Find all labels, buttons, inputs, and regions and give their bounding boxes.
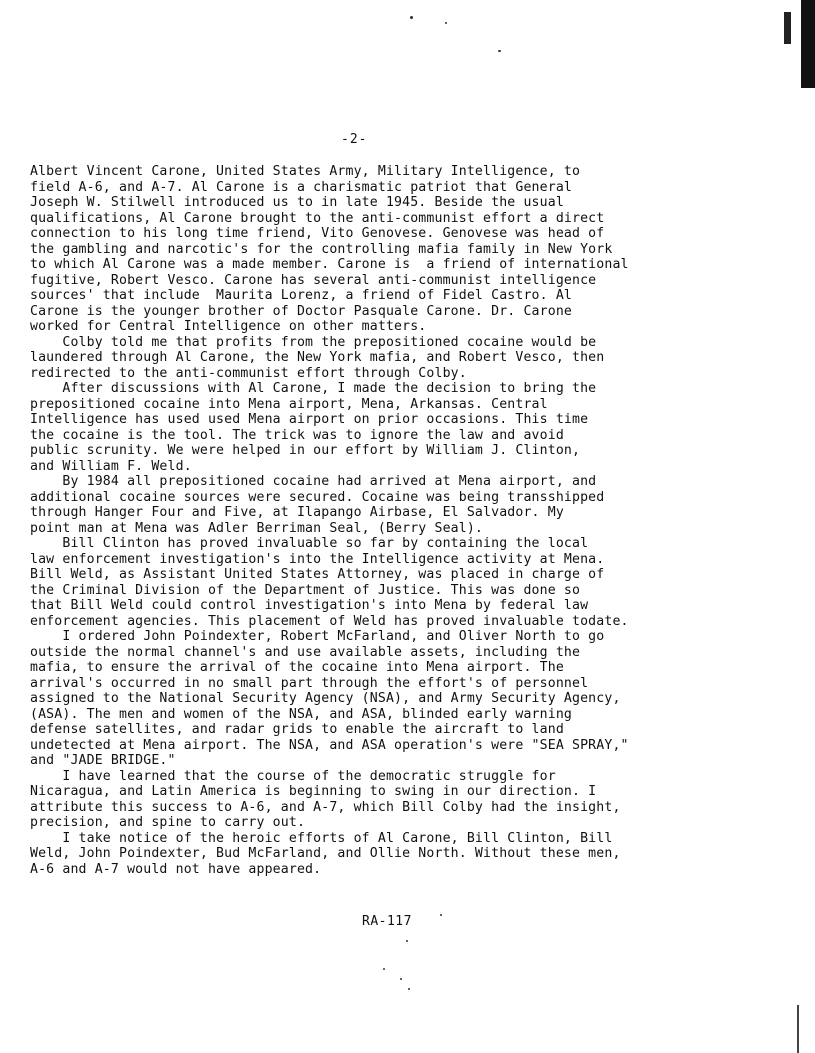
scan-speck: [406, 940, 408, 942]
body-line: additional cocaine sources were secured. Cocaine was being transshipped: [30, 489, 605, 505]
body-line: sources' that include Maurita Lorenz, a friend of Fidel Castro. Al: [30, 288, 572, 303]
page-header-number: -2-: [341, 132, 368, 147]
body-line: fugitive, Robert Vesco. Carone has several anti-communist intelligence: [30, 272, 597, 288]
body-line: After discussions with Al Carone, I made the decision to bring the: [30, 381, 597, 396]
body-line: qualifications, Al Carone brought to the anti-communist effort a direct: [30, 210, 605, 226]
page-edge-bar: [801, 0, 815, 88]
body-line: Weld, John Poindexter, Bud McFarland, and Ollie North. Without these men,: [30, 846, 621, 861]
body-line: public scrunity. We were helped in our effort by William J. Clinton,: [30, 443, 581, 458]
body-line: through Hanger Four and Five, at Ilapango Airbase, El Salvador. My: [30, 505, 564, 520]
footer-document-id: RA-117: [362, 914, 412, 929]
right-edge-rule: [797, 1005, 799, 1053]
scan-speck: [498, 50, 501, 52]
body-line: laundered through Al Carone, the New York mafia, and Robert Vesco, then: [30, 350, 605, 365]
scan-speck: [440, 914, 442, 916]
body-line: (ASA). The men and women of the NSA, and ASA, blinded early warning: [30, 706, 572, 722]
body-line: field A-6, and A-7. Al Carone is a charismatic patriot that General: [30, 179, 572, 195]
body-line: precision, and spine to carry out.: [30, 815, 306, 830]
body-line: prepositioned cocaine into Mena airport, Mena, Arkansas. Central: [30, 396, 548, 412]
body-line: A-6 and A-7 would not have appeared.: [30, 861, 322, 877]
body-line: worked for Central Intelligence on other matters.: [30, 319, 427, 334]
body-line: Colby told me that profits from the prepositioned cocaine would be: [30, 334, 597, 350]
body-line: By 1984 all prepositioned cocaine had arrived at Mena airport, and: [30, 474, 597, 489]
document-body: [30, 164, 730, 877]
body-line: Bill Weld, as Assistant United States Attorney, was placed in charge of: [30, 567, 605, 582]
body-line: Bill Clinton has proved invaluable so far by containing the local: [30, 536, 589, 551]
body-line: defense satellites, and radar grids to enable the aircraft to land: [30, 722, 564, 737]
body-line: arrival's occurred in no small part through the effort's of personnel: [30, 675, 589, 691]
body-line: that Bill Weld could control investigation's into Mena by federal law: [30, 598, 589, 613]
body-line: Nicaragua, and Latin America is beginning to swing in our direction. I: [30, 784, 597, 799]
scan-speck: [383, 968, 385, 970]
body-line: I ordered John Poindexter, Robert McFarland, and Oliver North to go: [30, 629, 605, 644]
body-line: the gambling and narcotic's for the controlling mafia family in New York: [30, 241, 613, 257]
scan-speck: [410, 16, 413, 19]
body-line: enforcement agencies. This placement of Weld has proved invaluable todate.: [30, 613, 629, 629]
body-line: Intelligence has used used Mena airport on prior occasions. This time: [30, 412, 589, 427]
body-line: law enforcement investigation's into the Intelligence activity at Mena.: [30, 551, 605, 567]
body-line: the cocaine is the tool. The trick was to ignore the law and avoid: [30, 427, 564, 443]
body-line: point man at Mena was Adler Berriman Seal, (Berry Seal).: [30, 520, 484, 536]
body-line: outside the normal channel's and use available assets, including the: [30, 644, 581, 660]
body-line: mafia, to ensure the arrival of the cocaine into Mena airport. The: [30, 660, 564, 675]
body-line: undetected at Mena airport. The NSA, and ASA operation's were "SEA SPRAY,": [30, 737, 629, 753]
body-line: assigned to the National Security Agency (NSA), and Army Security Agency,: [30, 691, 621, 706]
body-line: I have learned that the course of the democratic struggle for: [30, 768, 556, 784]
body-line: and William F. Weld.: [30, 458, 192, 474]
body-line: the Criminal Division of the Department of Justice. This was done so: [30, 582, 581, 598]
body-line: redirected to the anti-communist effort through Colby.: [30, 365, 467, 381]
scan-speck: [445, 22, 447, 24]
body-line: to which Al Carone was a made member. Carone is a friend of international: [30, 257, 629, 272]
body-line: I take notice of the heroic efforts of Al Carone, Bill Clinton, Bill: [30, 830, 613, 846]
margin-mark: [784, 12, 791, 44]
body-line: attribute this success to A-6, and A-7, which Bill Colby had the insight,: [30, 799, 621, 815]
body-line: Carone is the younger brother of Doctor Pasquale Carone. Dr. Carone: [30, 303, 572, 319]
body-line: Albert Vincent Carone, United States Army, Military Intelligence, to: [30, 164, 581, 179]
scan-speck: [408, 988, 410, 990]
body-line: connection to his long time friend, Vito Genovese. Genovese was head of: [30, 226, 605, 241]
body-line: Joseph W. Stilwell introduced us to in late 1945. Beside the usual: [30, 195, 564, 210]
body-line: and "JADE BRIDGE.": [30, 753, 176, 768]
scan-speck: [400, 978, 402, 980]
